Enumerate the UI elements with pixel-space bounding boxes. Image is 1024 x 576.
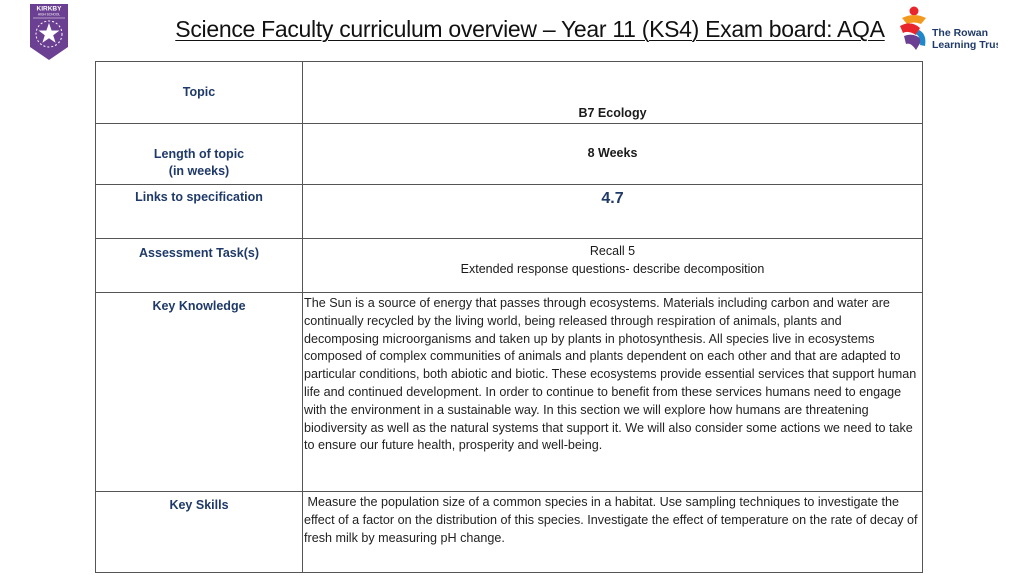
links-label: Links to specification — [135, 190, 263, 204]
topic-label: Topic — [182, 85, 216, 99]
logo-trust-line2: Learning Trust — [932, 39, 998, 51]
spec-reference: 4.7 — [601, 190, 624, 207]
assessment-label: Assessment Task(s) — [139, 246, 259, 260]
knowledge-label-cell — [96, 293, 303, 492]
logo-school-name: KIRKBY — [36, 5, 62, 13]
table-row-knowledge — [96, 293, 923, 492]
assessment-label-cell — [96, 239, 303, 293]
skills-label-cell — [96, 492, 303, 573]
links-label-cell — [96, 185, 303, 239]
skills-label: Key Skills — [169, 498, 229, 512]
logo-trust-line1: The Rowan — [932, 27, 989, 39]
topic-value: B7 Ecology — [578, 106, 647, 120]
table-row-skills — [96, 492, 923, 573]
skills-text: Measure the population size of a common species in a habitat. Use sampling techniques to investigate the effect of a factor on the distribution of this species. Investigate the effect of temperature on the rate of decay of fresh milk by measuring pH change. — [304, 495, 921, 545]
logo-school-subtitle: HIGH SCHOOL — [37, 12, 61, 17]
skills-value-cell — [303, 492, 923, 573]
topic-label-cell — [96, 62, 303, 124]
assessment-line2: Extended response questions- describe decomposition — [460, 262, 765, 276]
table-row-links — [96, 185, 923, 239]
curriculum-table — [95, 61, 923, 573]
figure-icon — [900, 7, 926, 51]
knowledge-value-cell — [303, 293, 923, 492]
topic-value-cell — [303, 62, 923, 124]
rowan-learning-trust-logo — [894, 2, 998, 58]
knowledge-text: The Sun is a source of energy that passes through ecosystems. Materials including carbon and water are continually recycled by the living world, being released through respiration of animals, plants and decomposing microorganisms and taken up by plants in photosynthesis. All species live in ecosystems composed of complex communities of animals and plants dependent on each other and that are adapted to particular conditions, both abiotic and biotic. These ecosystems provide essential services that support human life and continued development. In order to continue to benefit from these services humans need to engage with the environment in a sustainable way. In this section we will explore how humans are threatening biodiversity as well as the natural systems that support it. We will also consider some actions we need to take to ensure our future health, prosperity and well-being. — [304, 296, 917, 453]
kirkby-high-school-logo — [29, 3, 69, 61]
knowledge-label: Key Knowledge — [152, 299, 246, 313]
assessment-line1: Recall 5 — [589, 244, 636, 258]
length-label-line2: (in weeks) — [168, 164, 230, 178]
length-value: 8 Weeks — [587, 146, 638, 160]
page-title: Science Faculty curriculum overview – Year 11 (KS4) Exam board: AQA — [175, 16, 885, 42]
links-value-cell — [303, 185, 923, 239]
length-label-cell — [96, 124, 303, 185]
table-row-length — [96, 124, 923, 185]
table-row-topic — [96, 62, 923, 124]
length-value-cell — [303, 124, 923, 185]
assessment-value-cell — [303, 239, 923, 293]
table-row-assessment — [96, 239, 923, 293]
length-label-line1: Length of topic — [153, 147, 245, 161]
